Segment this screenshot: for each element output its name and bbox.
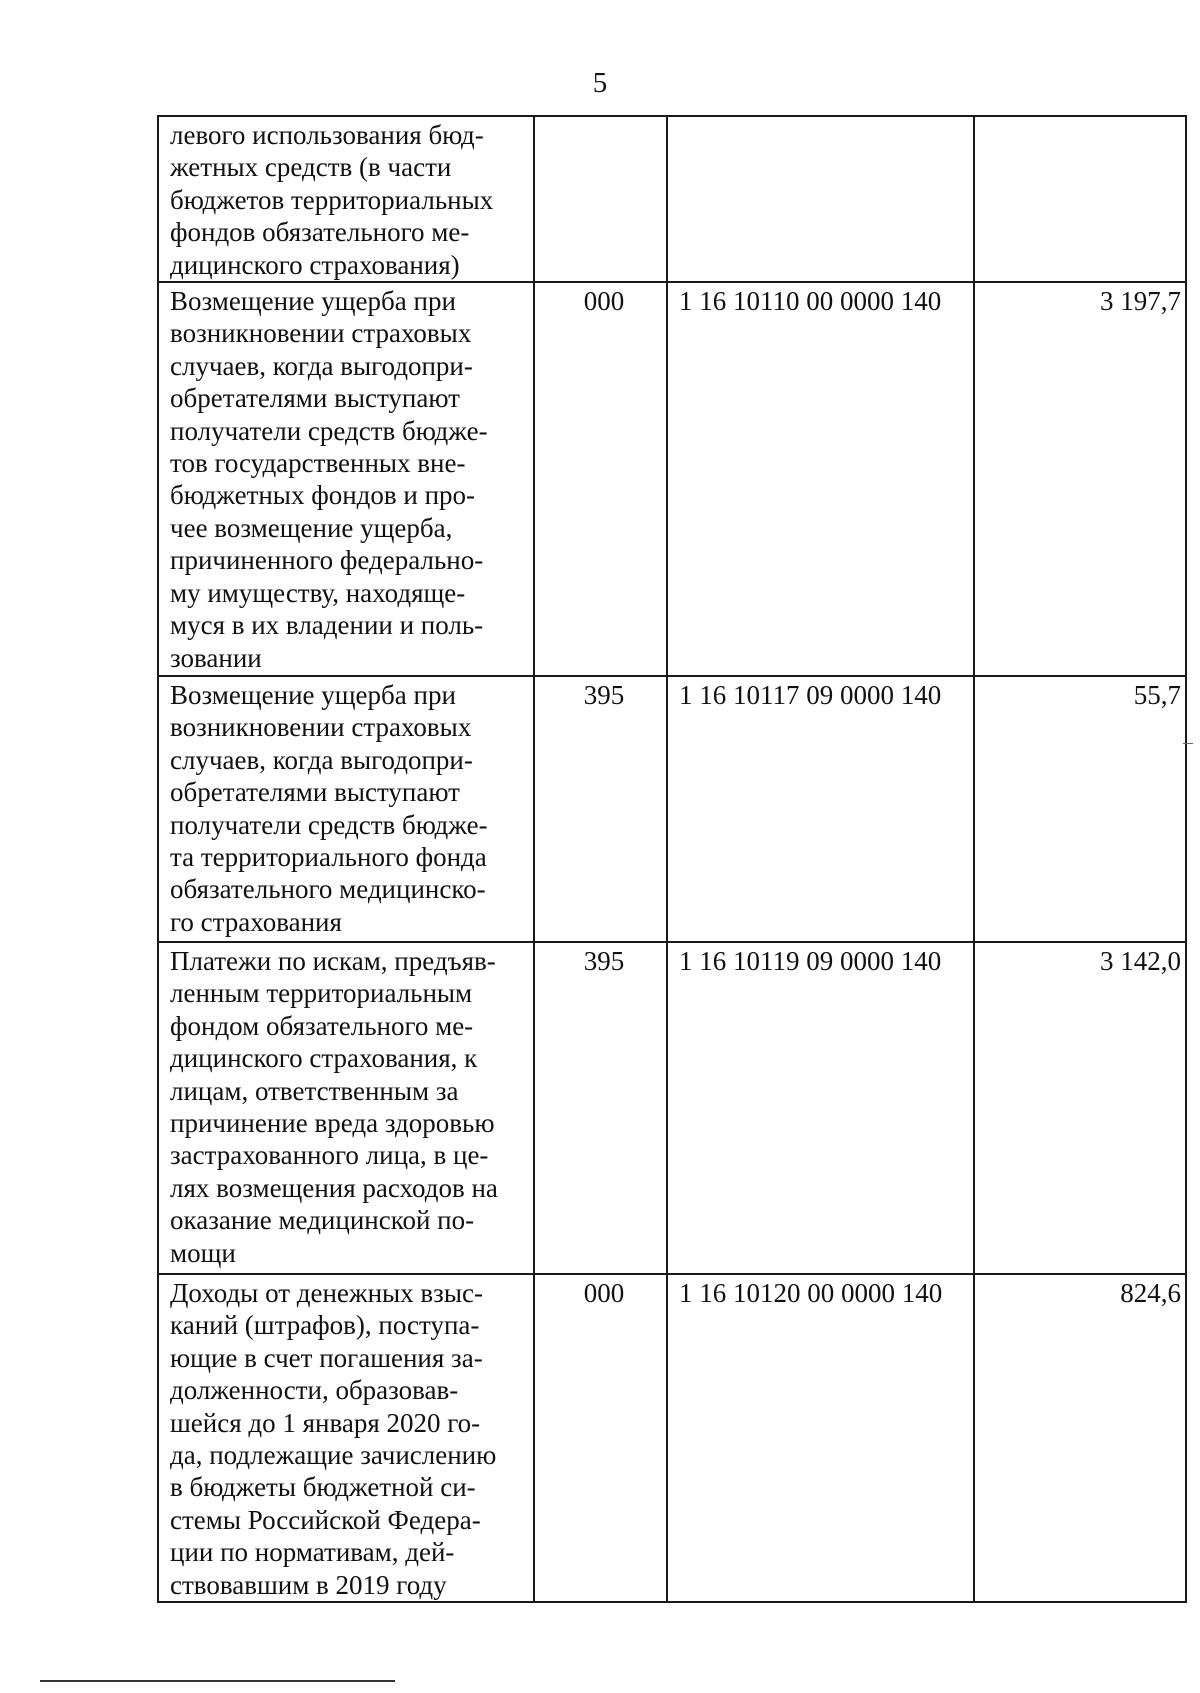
admin-code-cell <box>534 116 667 282</box>
table-row <box>158 942 1186 1274</box>
admin-code-cell: 000 <box>534 282 667 676</box>
table-row <box>158 676 1186 942</box>
admin-code-cell: 000 <box>534 1274 667 1602</box>
footer-rule <box>40 1680 395 1682</box>
amount-cell: 55,7 <box>974 676 1186 942</box>
classification-code-cell <box>667 116 974 282</box>
margin-mark <box>1183 743 1193 744</box>
revenue-name-cell: Возмещение ущерба при возникновении страховых случаев, когда выгодопри- обретателями выступают получатели средств бюдже- та территориального фонда обязательного медицинско- го страхования <box>158 676 534 942</box>
classification-code-cell: 1 16 10120 00 0000 140 <box>667 1274 974 1602</box>
revenue-name-cell: Возмещение ущерба при возникновении страховых случаев, когда выгодопри- обретателями выступают получатели средств бюдже- тов государственных вне- бюджетных фондов и про- чее возмещение ущерба, причиненного федерально- му имуществу, находяще- муся в их владении и поль- зовании <box>158 282 534 676</box>
revenue-name-cell: Доходы от денежных взыс- каний (штрафов), поступа- ющие в счет погашения за- долженности, образовав- шейся до 1 января 2020 го- да, подлежащие зачислению в бюджеты бюджетной си- стемы Российской Федера- ции по нормативам, дей- ствовавшим в 2019 году <box>158 1274 534 1602</box>
admin-code-cell: 395 <box>534 676 667 942</box>
revenue-name-cell: Платежи по искам, предъяв- ленным территориальным фондом обязательного ме- дицинского страхования, к лицам, ответственным за причинение вреда здоровью застрахованного лица, в це- лях возмещения расходов на оказание медицинской по- мощи <box>158 942 534 1274</box>
revenue-table <box>157 115 1187 1603</box>
amount-cell: 824,6 <box>974 1274 1186 1602</box>
table-row <box>158 1274 1186 1602</box>
page-number: 5 <box>592 67 608 99</box>
admin-code-cell: 395 <box>534 942 667 1274</box>
revenue-name-cell: левого использования бюд- жетных средств (в части бюджетов территориальных фондов обязательного ме- дицинского страхования) <box>158 116 534 282</box>
table-row <box>158 116 1186 282</box>
classification-code-cell: 1 16 10119 09 0000 140 <box>667 942 974 1274</box>
amount-cell: 3 197,7 <box>974 282 1186 676</box>
amount-cell <box>974 116 1186 282</box>
table-row <box>158 282 1186 676</box>
classification-code-cell: 1 16 10117 09 0000 140 <box>667 676 974 942</box>
amount-cell: 3 142,0 <box>974 942 1186 1274</box>
classification-code-cell: 1 16 10110 00 0000 140 <box>667 282 974 676</box>
